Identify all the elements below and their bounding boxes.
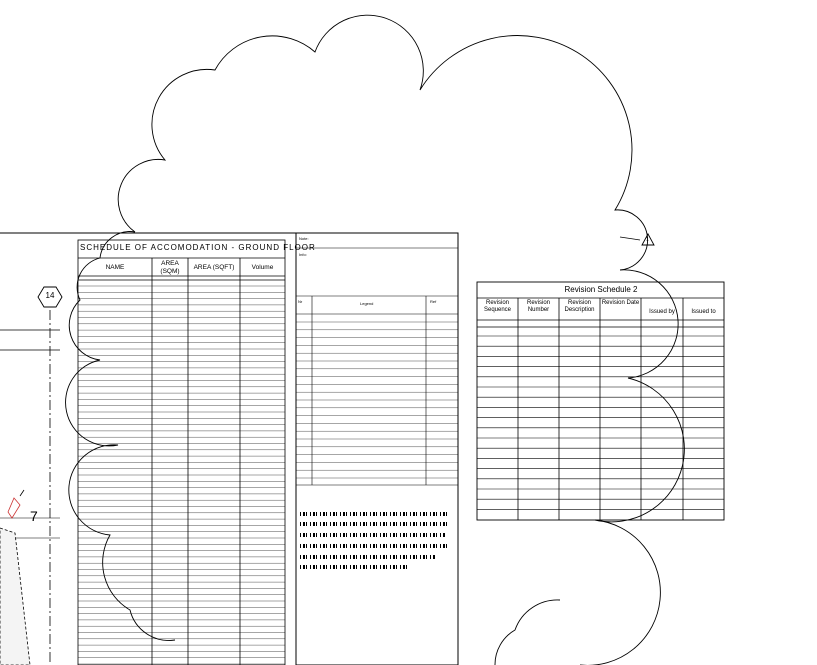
schedule-col-area-sqm: AREA (SQM): [160, 260, 180, 275]
revision-tag-label: 1: [646, 237, 649, 243]
revision-schedule-title: Revision Schedule 2: [564, 285, 638, 294]
rev-col-issued-to: Issued to: [691, 309, 716, 315]
revision-cloud[interactable]: [118, 15, 684, 665]
level-tag-icon[interactable]: [8, 498, 20, 518]
rev-col-number: Revision Number: [526, 300, 550, 313]
schedule-col-volume: Volume: [251, 264, 274, 271]
revision-cloud-lower: [495, 600, 560, 665]
level-tag-label: 7: [30, 508, 38, 524]
schedule-col-area-sqft: AREA (SQFT): [193, 264, 235, 271]
legend-header-a: Note:: [299, 236, 309, 241]
schedule-title: SCHEDULE OF ACCOMODATION - GROUND FLOOR: [80, 243, 316, 252]
revision-cloud-left: [66, 232, 175, 641]
legend-col-a: Nr: [298, 299, 303, 304]
rev-col-issued-by: Issued by: [649, 309, 675, 315]
legend-col-b: Legend: [360, 301, 374, 306]
grid-tag-label: 14: [45, 291, 55, 300]
schedule-col-name: NAME: [105, 264, 125, 271]
rev-col-description: Revision Description: [564, 300, 595, 313]
rev-col-date: Revision Date: [601, 300, 640, 306]
legend-col-c: Ref: [430, 299, 437, 304]
legend-header-b: Info:: [299, 252, 307, 257]
rev-col-sequence: Revision Sequence: [483, 300, 512, 313]
